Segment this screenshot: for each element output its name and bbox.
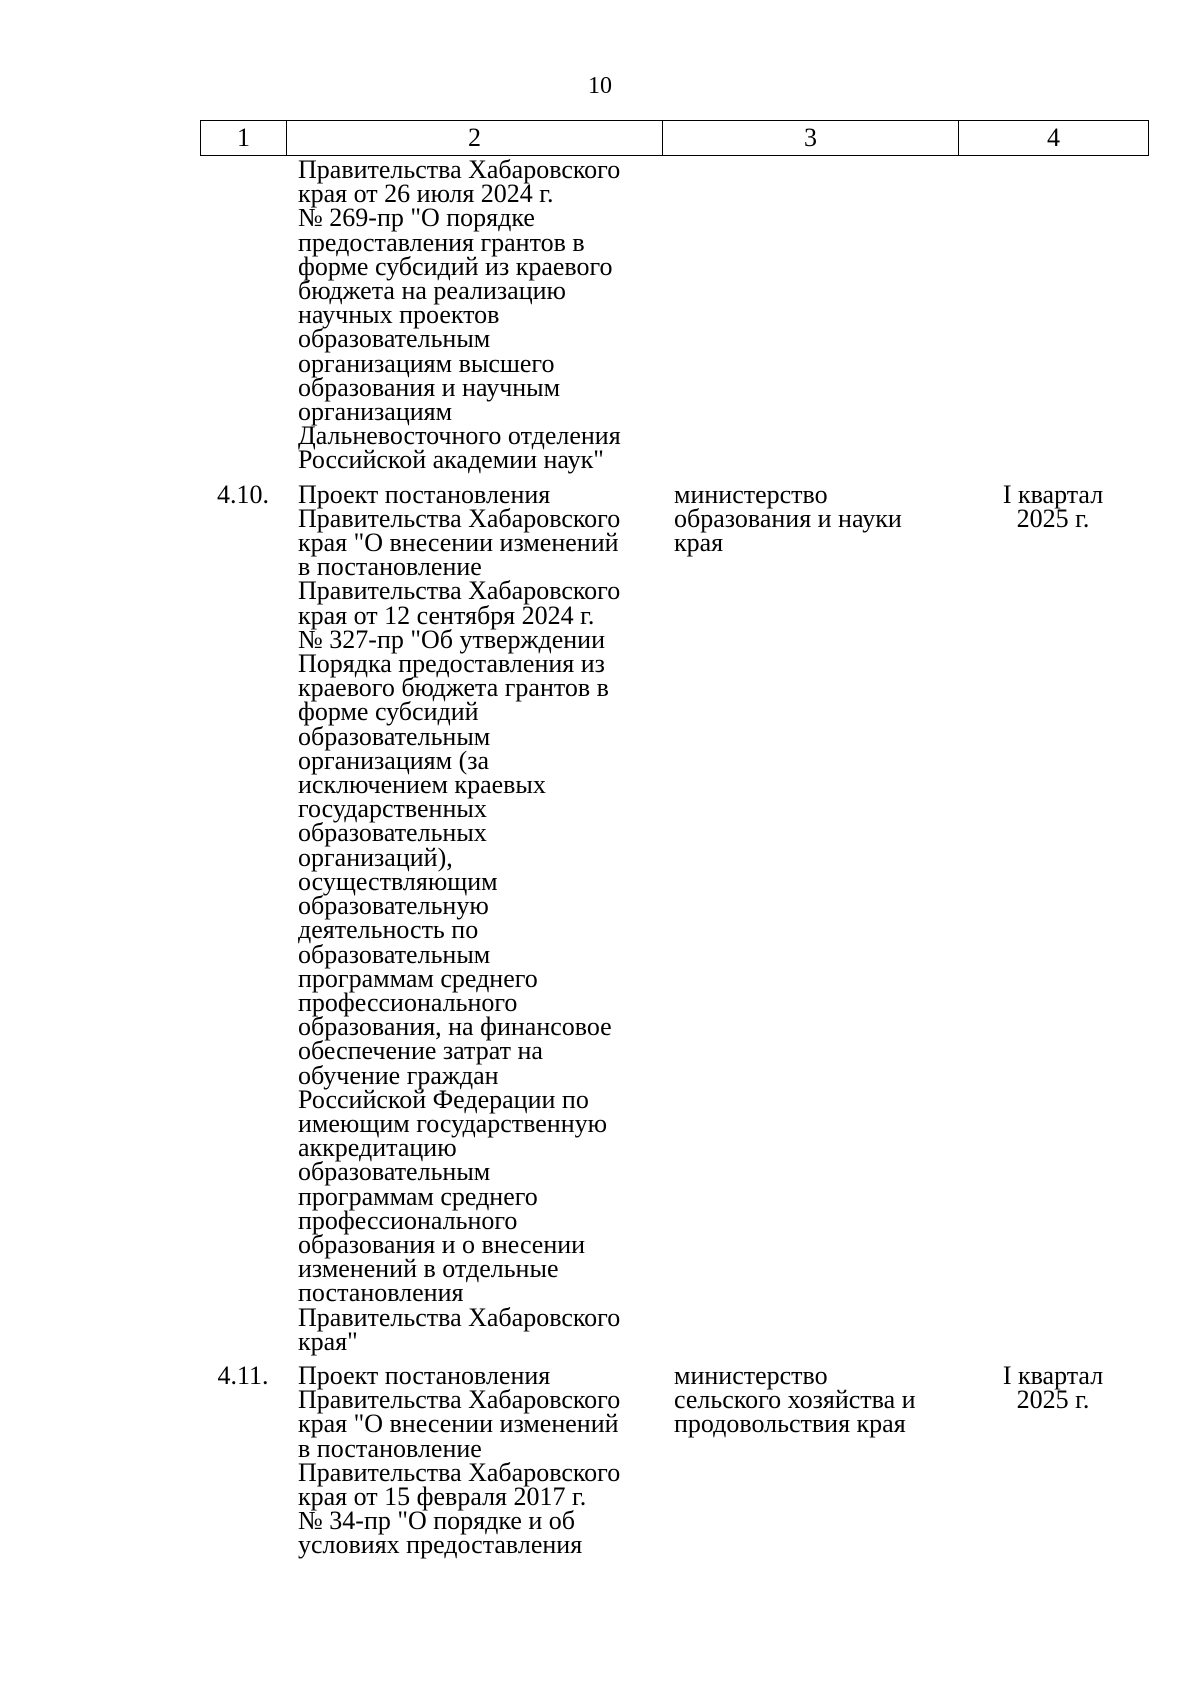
- document-description-line: имеющим государственную: [298, 1108, 608, 1138]
- document-description-line: обучение граждан: [298, 1060, 499, 1090]
- deadline: [958, 1360, 1148, 1558]
- responsible-executor-line: министерство: [674, 479, 828, 509]
- deadline: [958, 158, 1148, 473]
- column-header-table: [200, 120, 1149, 156]
- document-description-line: образовательным: [298, 939, 491, 969]
- column-header-row: [201, 121, 1149, 156]
- document-description-line: Правительства Хабаровского: [298, 576, 621, 606]
- document-description-line: организациям высшего: [298, 348, 555, 378]
- table-row: [200, 479, 1148, 1356]
- document-description-line: условиях предоставления: [298, 1530, 583, 1560]
- document-description-line: Проект постановления: [298, 479, 551, 509]
- document-description-line: программам среднего: [298, 1181, 538, 1211]
- document-description-line: государственных: [298, 794, 487, 824]
- document-description-line: предоставления грантов в: [298, 227, 585, 257]
- document-description-line: № 34-пр "О порядке и об: [298, 1506, 576, 1536]
- document-description-line: Дальневосточного отделения: [298, 421, 621, 451]
- document-description-line: осуществляющим: [298, 866, 498, 896]
- document-description: [286, 155, 662, 475]
- table-body: [200, 155, 1148, 1568]
- document-description-line: образовательным: [298, 324, 491, 354]
- document-description-line: изменений в отдельные: [298, 1254, 559, 1284]
- document-description-line: № 269-пр "О порядке: [298, 203, 535, 233]
- document-description-line: обеспечение затрат на: [298, 1036, 543, 1066]
- row-number: [200, 158, 286, 473]
- document-description-line: края "О внесении изменений: [298, 528, 619, 558]
- document-description-line: образовательных: [298, 818, 487, 848]
- document-description-line: аккредитацию: [298, 1133, 457, 1163]
- document-description-line: образования и научным: [298, 372, 561, 402]
- document-description-line: научных проектов: [298, 300, 500, 330]
- document-description-line: края от 26 июля 2024 г.: [298, 179, 554, 209]
- column-header-3: 3: [663, 121, 959, 156]
- document-description-line: образовательную: [298, 891, 489, 921]
- document-description-line: организациям: [298, 397, 453, 427]
- table-row: [200, 1360, 1148, 1560]
- document-description-line: края": [298, 1326, 358, 1356]
- document-description-line: образовательным: [298, 1157, 491, 1187]
- document-description-line: постановления: [298, 1278, 464, 1308]
- responsible-executor-line: продовольствия края: [674, 1409, 906, 1439]
- document-description-line: программам среднего: [298, 963, 538, 993]
- document-description-line: исключением краевых: [298, 770, 546, 800]
- document-description-line: края от 12 сентября 2024 г.: [298, 600, 595, 630]
- column-header-4: 4: [959, 121, 1149, 156]
- document-description-line: Правительства Хабаровского: [298, 503, 621, 533]
- document-description-line: в постановление: [298, 552, 482, 582]
- deadline-line: 2025 г.: [1016, 503, 1090, 533]
- responsible-executor-line: сельского хозяйства и: [674, 1385, 916, 1415]
- responsible-executor-line: образования и науки: [674, 503, 902, 533]
- deadline: [958, 479, 1148, 1354]
- deadline-line: 2025 г.: [1016, 1385, 1090, 1415]
- row-number: 4.10.: [217, 479, 269, 509]
- document-description-line: образования и о внесении: [298, 1229, 586, 1259]
- deadline-line: I квартал: [1002, 1360, 1104, 1390]
- document-description-line: форме субсидий из краевого: [298, 251, 613, 281]
- responsible-executor-line: края: [674, 528, 724, 558]
- document-description-line: края от 15 февраля 2017 г.: [298, 1481, 587, 1511]
- document-description-line: Проект постановления: [298, 1360, 551, 1390]
- document-description-line: Российской Федерации по: [298, 1084, 589, 1114]
- responsible-executor-line: министерство: [674, 1360, 828, 1390]
- document-description-line: края "О внесении изменений: [298, 1409, 619, 1439]
- document-description-line: краевого бюджета грантов в: [298, 673, 609, 703]
- column-header-2: 2: [287, 121, 663, 156]
- document-description: [286, 1360, 662, 1560]
- document-description-line: организациям (за: [298, 745, 490, 775]
- document-description-line: профессионального: [298, 987, 518, 1017]
- document-description-line: в постановление: [298, 1433, 482, 1463]
- document-description-line: Правительства Хабаровского: [298, 1302, 621, 1332]
- document-description-line: Правительства Хабаровского: [298, 155, 621, 184]
- document-description-line: образования, на финансовое: [298, 1012, 612, 1042]
- page-number: 10: [588, 73, 612, 99]
- document-description-line: № 327-пр "Об утверждении: [298, 624, 605, 654]
- responsible-executor: [662, 158, 958, 473]
- deadline-line: I квартал: [1002, 479, 1104, 509]
- responsible-executor: [662, 1360, 958, 1558]
- document-description-line: Правительства Хабаровского: [298, 1385, 621, 1415]
- document-description-line: профессионального: [298, 1205, 518, 1235]
- document-description-line: Правительства Хабаровского: [298, 1457, 621, 1487]
- table-row: [200, 155, 1148, 475]
- document-description-line: деятельность по: [298, 915, 479, 945]
- document-description: [286, 479, 662, 1356]
- document-description-line: форме субсидий: [298, 697, 479, 727]
- document-description-line: Российской академии наук": [298, 445, 604, 475]
- document-description-line: бюджета на реализацию: [298, 276, 566, 306]
- responsible-executor: [662, 479, 958, 1354]
- column-header-1: 1: [201, 121, 287, 156]
- row-number: 4.11.: [217, 1360, 269, 1390]
- document-description-line: Порядка предоставления из: [298, 649, 605, 679]
- document-description-line: образовательным: [298, 721, 491, 751]
- document-description-line: организаций),: [298, 842, 453, 872]
